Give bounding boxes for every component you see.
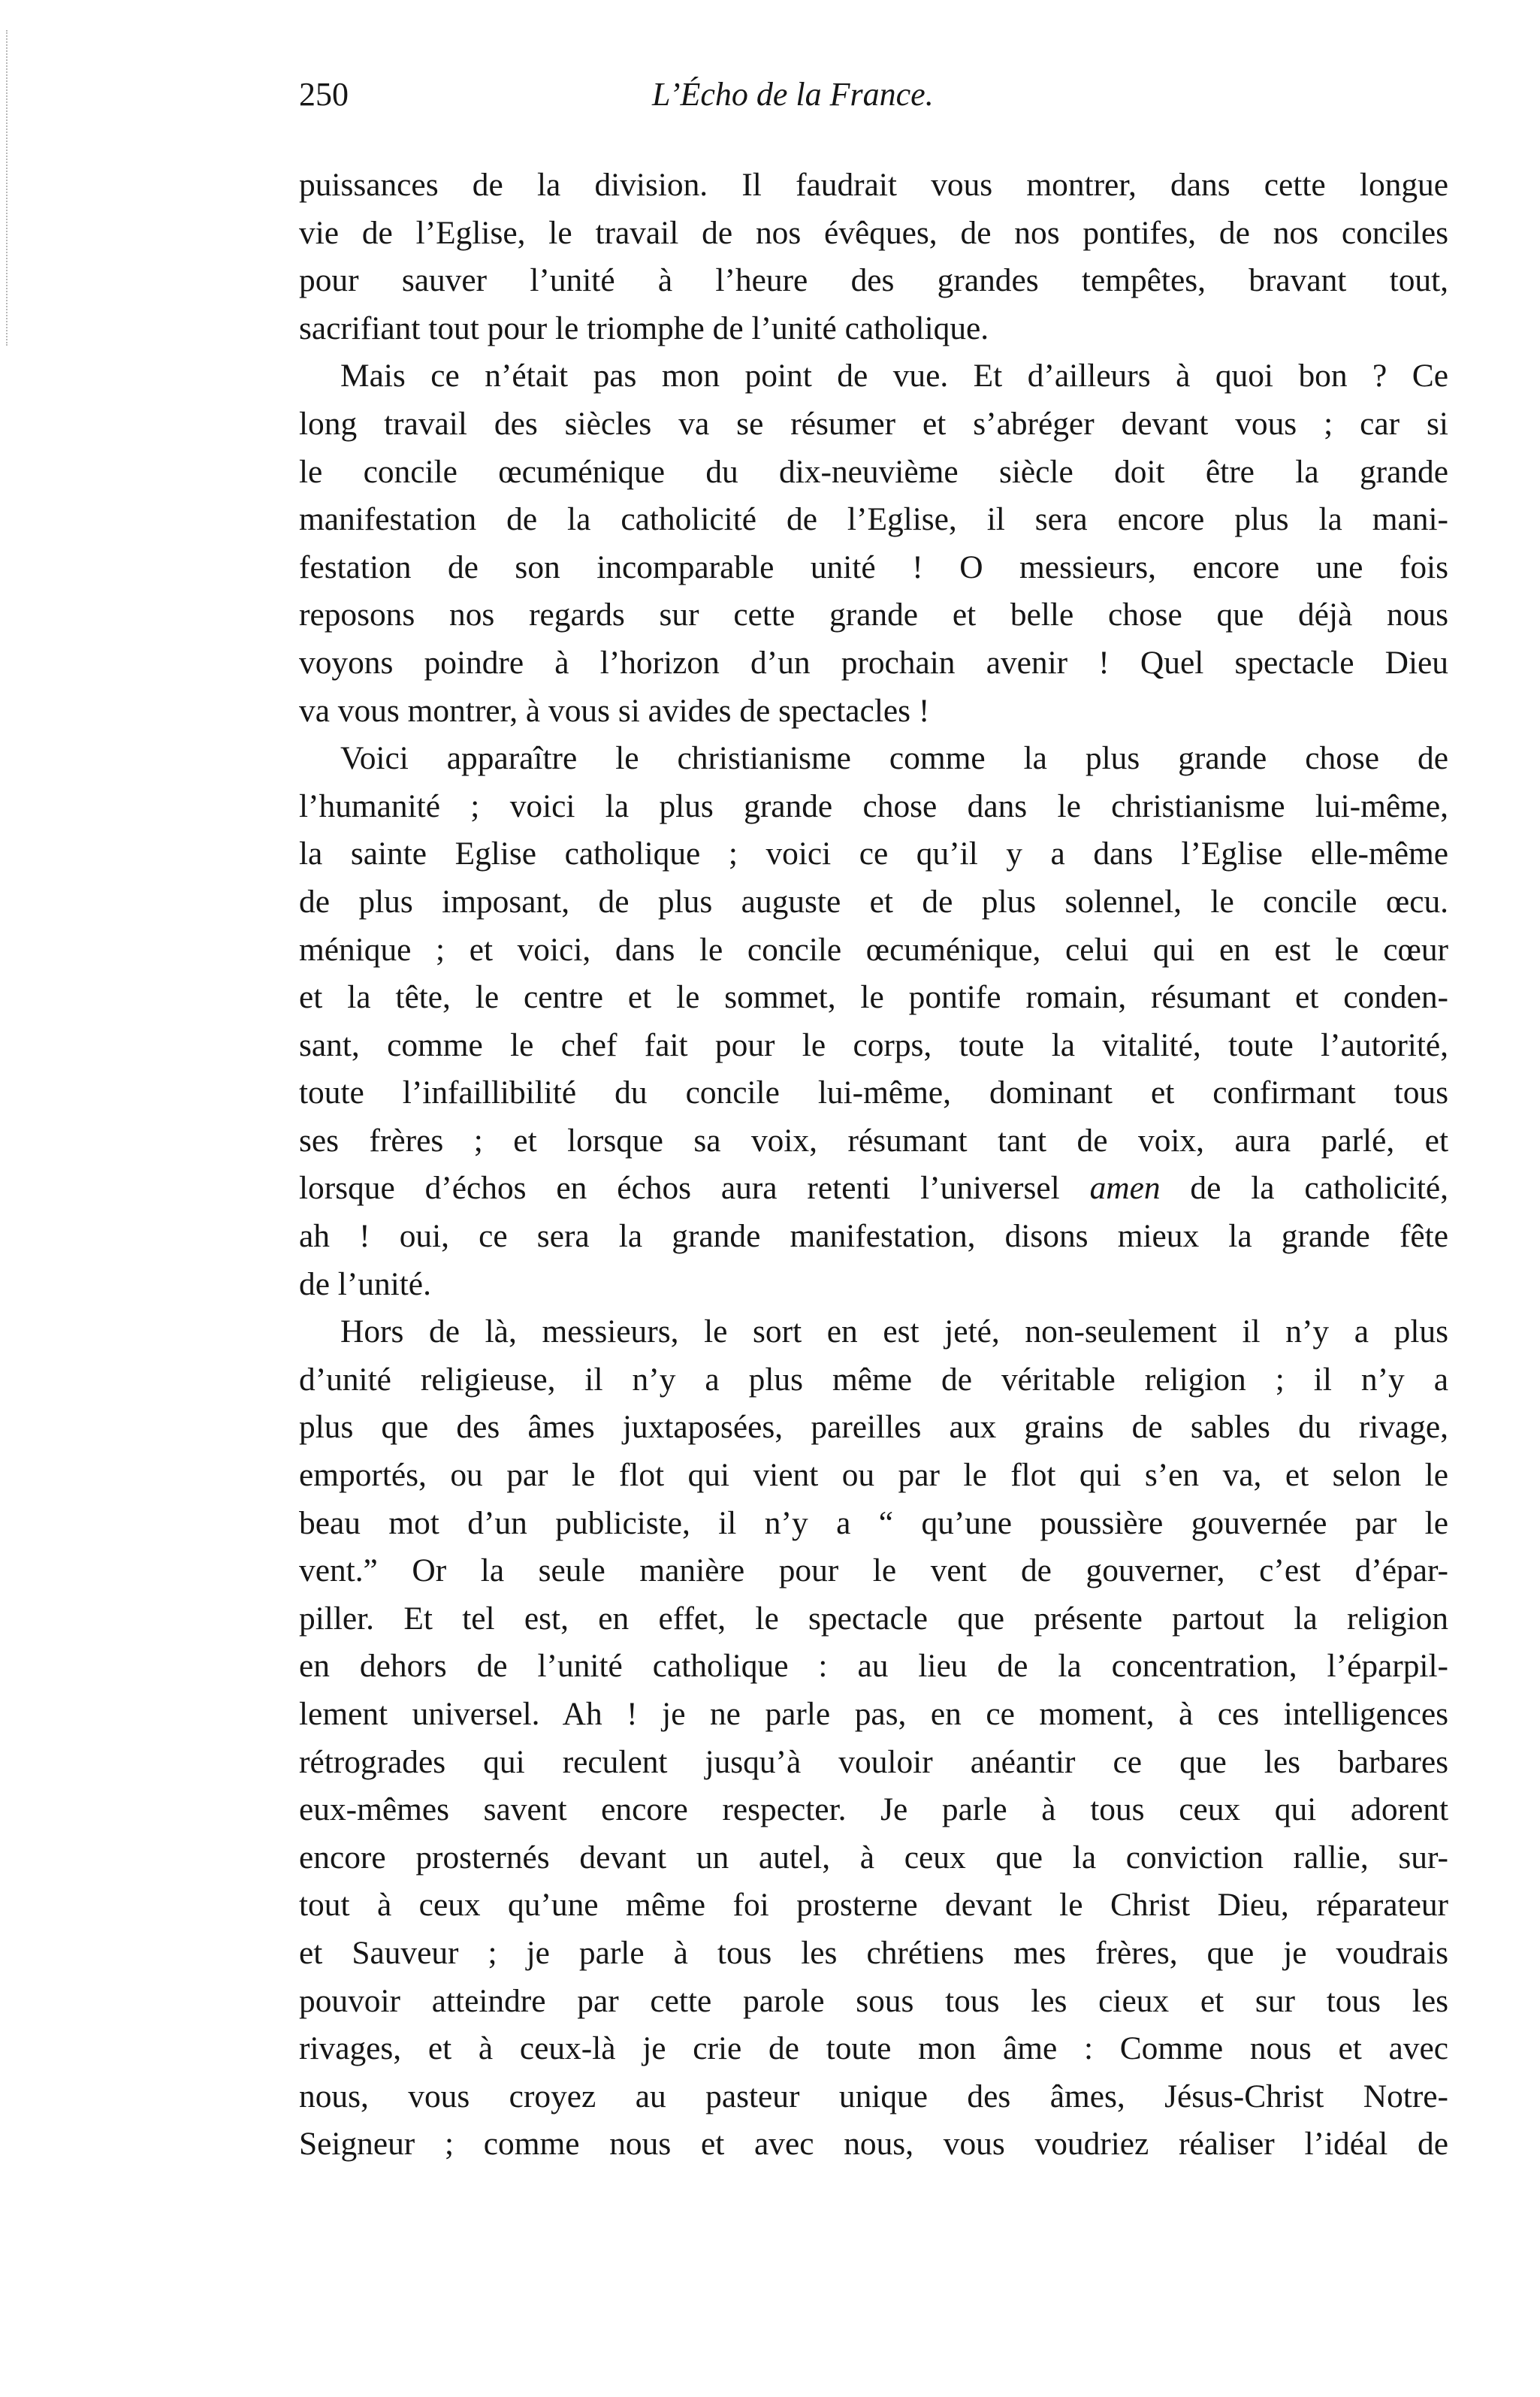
text-line: va vous montrer, à vous si avides de spectacles ! [299,692,930,729]
text-line: lement universel. Ah ! je ne parle pas, en ce moment, à ces intelligences [299,1696,1448,1732]
text-line: vent.” Or la seule manière pour le vent de gouverner, c’est d’épar- [299,1552,1448,1589]
text-line: eux-mêmes savent encore respecter. Je parle à tous ceux qui adorent [299,1791,1448,1828]
text-line: de plus imposant, de plus auguste et de plus solennel, le concile œcu. [299,883,1448,920]
text-line: emportés, ou par le flot qui vient ou par le flot qui s’en va, et selon le [299,1457,1448,1494]
text-line: Mais ce n’était pas mon point de vue. Et d’ailleurs à quoi bon ? Ce [340,358,1448,394]
text-line: le concile œcuménique du dix-neuvième siècle doit être la grande [299,453,1448,490]
running-title: L’Écho de la France. [652,76,934,113]
text-line: Voici apparaître le christianisme comme la plus grande chose de [340,740,1448,777]
text-line: reposons nos regards sur cette grande et belle chose que déjà nous [299,597,1448,633]
text-line: de l’unité. [299,1265,431,1302]
text-line: voyons poindre à l’horizon d’un prochain avenir ! Quel spectacle Dieu [299,644,1448,681]
text-line: nous, vous croyez au pasteur unique des âmes, Jésus-Christ Notre- [299,2078,1448,2114]
text-line: rétrogrades qui reculent jusqu’à vouloir anéantir ce que les barbares [299,1743,1448,1780]
text-line: Seigneur ; comme nous et avec nous, vous voudriez réaliser l’idéal de [299,2126,1448,2163]
text-line: encore prosternés devant un autel, à ceux que la conviction rallie, sur- [299,1839,1448,1876]
text-line: sant, comme le chef fait pour le corps, toute la vitalité, toute l’autorité, [299,1026,1448,1063]
text-line: ménique ; et voici, dans le concile œcuménique, celui qui en est le cœur [299,931,1448,968]
running-head [299,75,1447,135]
text-line: ses frères ; et lorsque sa voix, résumant tant de voix, aura parlé, et [299,1122,1448,1159]
text-line: et Sauveur ; je parle à tous les chrétiens mes frères, que je voudrais [299,1934,1448,1971]
italic-word: amen [1089,1170,1161,1207]
text-line: ah ! oui, ce sera la grande manifestation, disons mieux la grande fête [299,1218,1448,1255]
text-line-end: de la catholicité, [1160,1170,1448,1207]
text-line: piller. Et tel est, en effet, le spectacle que présente partout la religion [299,1600,1448,1637]
text-line: vie de l’Eglise, le travail de nos évêques, de nos pontifes, de nos conciles [299,214,1448,251]
text-line: la sainte Eglise catholique ; voici ce qu’il y a dans l’Eglise elle-même [299,836,1448,872]
text-line: en dehors de l’unité catholique : au lieu de la concentration, l’éparpil- [299,1648,1448,1685]
text-line: festation de son incomparable unité ! O messieurs, encore une fois [299,549,1448,585]
page-number: 250 [299,76,349,113]
text-line: plus que des âmes juxtaposées, pareilles aux grains de sables du rivage, [299,1409,1448,1446]
text-line: beau mot d’un publiciste, il n’y a “ qu’une poussière gouvernée par le [299,1504,1448,1541]
text-line: sacrifiant tout pour le triomphe de l’unité catholique. [299,310,989,346]
text-line: l’humanité ; voici la plus grande chose dans le christianisme lui-même, [299,787,1448,824]
text-line: d’unité religieuse, il n’y a plus même de véritable religion ; il n’y a [299,1361,1448,1398]
text-line: manifestation de la catholicité de l’Eglise, il sera encore plus la mani- [299,501,1448,538]
text-line: puissances de la division. Il faudrait vous montrer, dans cette longue [299,167,1448,203]
scan-edge-marks [6,30,15,346]
text-line: tout à ceux qu’une même foi prosterne devant le Christ Dieu, réparateur [299,1887,1448,1924]
text-line: toute l’infaillibilité du concile lui-même, dominant et confirmant tous [299,1075,1448,1111]
text-line: et la tête, le centre et le sommet, le pontife romain, résumant et conden- [299,979,1448,1016]
text-line-start: lorsque d’échos en échos aura retenti l’universel [299,1170,1060,1207]
text-line: Hors de là, messieurs, le sort en est jeté, non-seulement il n’y a plus [340,1313,1448,1350]
text-line: pouvoir atteindre par cette parole sous tous les cieux et sur tous les [299,1982,1448,2019]
text-line: pour sauver l’unité à l’heure des grandes tempêtes, bravant tout, [299,262,1448,299]
text-line [299,1165,1448,1213]
text-line: long travail des siècles va se résumer et s’abréger devant vous ; car si [299,405,1448,442]
text-line: rivages, et à ceux-là je crie de toute mon âme : Comme nous et avec [299,2030,1448,2067]
body-text [299,162,1448,2169]
